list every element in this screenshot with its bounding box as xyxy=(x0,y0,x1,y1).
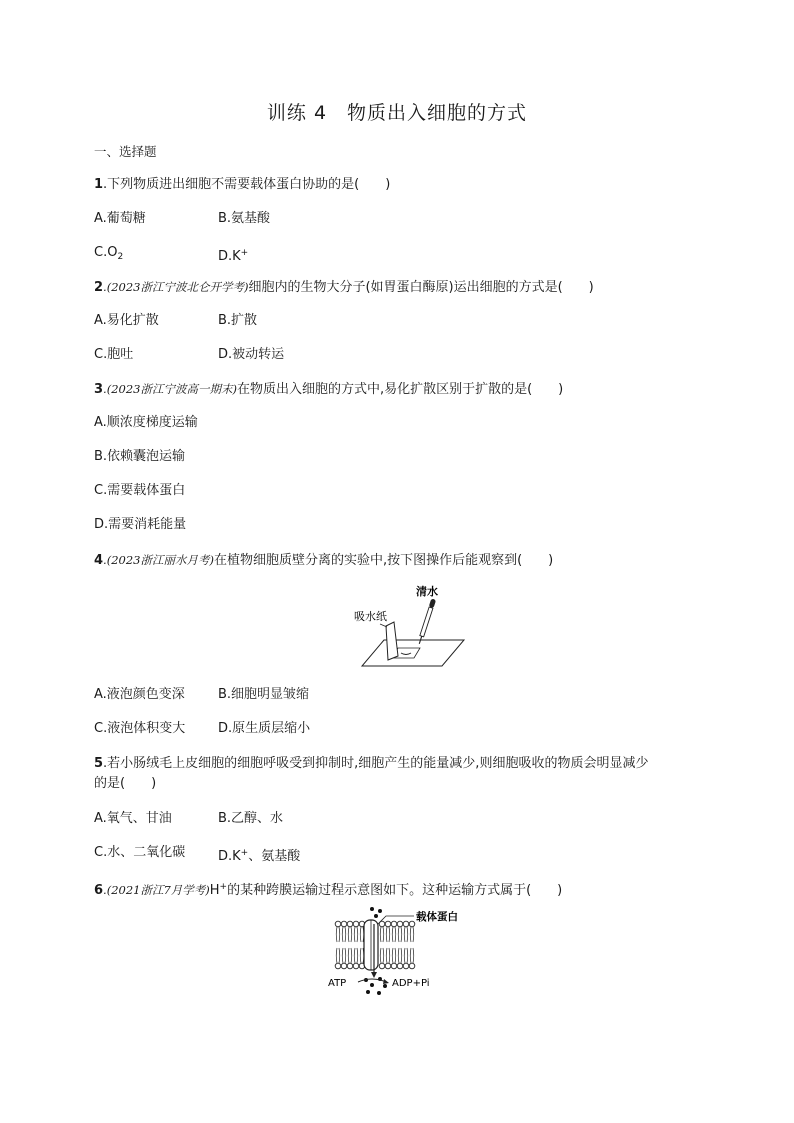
adp-pi-label: ADP+Pi xyxy=(392,978,430,989)
absorbent-paper xyxy=(386,622,398,660)
question-number: 5 xyxy=(94,756,104,771)
phospholipid-tail xyxy=(342,927,343,942)
phospholipid-tail xyxy=(404,948,405,963)
phospholipid-tail xyxy=(401,948,402,963)
question-source: .(2023浙江丽水月考) xyxy=(103,553,214,567)
option-d: D.K+ xyxy=(218,248,249,264)
option-d: D.需要消耗能量 xyxy=(94,517,187,532)
question-2-options-row-2 xyxy=(94,346,285,364)
phospholipid-tail xyxy=(386,927,387,942)
question-number: 6 xyxy=(94,883,104,898)
option-c: C.胞吐 xyxy=(94,347,134,362)
phospholipid-tail xyxy=(354,927,355,942)
phospholipid-tail xyxy=(357,927,358,942)
phospholipid-tail xyxy=(389,927,390,942)
option-c: $C.O_2$ xyxy=(94,245,124,262)
phospholipid-head xyxy=(385,921,391,927)
question-5 xyxy=(94,755,648,773)
phospholipid-head xyxy=(403,921,409,927)
option-c: C.液泡体积变大 xyxy=(94,721,186,736)
plasmolysis-slide-figure xyxy=(340,580,470,672)
question-text: .若小肠绒毛上皮细胞的细胞呼吸受到抑制时,细胞产生的能量减少,则细胞吸收的物质会明显减少 xyxy=(103,756,649,771)
phospholipid-tail xyxy=(345,927,346,942)
phospholipid-head xyxy=(385,963,391,969)
question-6: 6.(2021浙江7月学考)H+的某种跨膜运输过程示意图如下。这种运输方式属于( ) xyxy=(94,882,563,898)
question-number: 2 xyxy=(94,280,104,295)
phospholipid-tail xyxy=(351,948,352,963)
phospholipid-tail xyxy=(357,948,358,963)
question-2-options-row-1 xyxy=(94,312,258,330)
phospholipid-head xyxy=(347,963,353,969)
phospholipid-tail xyxy=(342,948,343,963)
question-5-options-row-2 xyxy=(94,844,301,864)
option-a: A.易化扩散 xyxy=(94,313,159,328)
phospholipid-head xyxy=(409,921,415,927)
phospholipid-head xyxy=(353,921,359,927)
question-number: 1 xyxy=(94,177,104,192)
phospholipid-tail xyxy=(386,948,387,963)
question-number: 3 xyxy=(94,382,104,397)
question-5-continued: 的是( ) xyxy=(94,776,157,791)
option-d: D.原生质层缩小 xyxy=(218,721,311,736)
question-4-options-row-1 xyxy=(94,686,310,704)
option-a: A.顺浓度梯度运输 xyxy=(94,415,198,430)
option-a: A.葡萄糖 xyxy=(94,211,146,226)
phospholipid-head xyxy=(341,963,347,969)
phospholipid-tail xyxy=(380,927,381,942)
phospholipid-head xyxy=(409,963,415,969)
phospholipid-head xyxy=(341,921,347,927)
section-heading: 一、选择题 xyxy=(94,144,157,159)
hydrogen-ions-outside xyxy=(370,907,382,918)
phospholipid-tail xyxy=(410,927,411,942)
figure-label-water: 清水 xyxy=(416,585,438,598)
phospholipid-tail xyxy=(383,927,384,942)
phospholipid-head xyxy=(335,963,341,969)
phospholipid-head xyxy=(391,921,397,927)
phospholipid-tail xyxy=(392,927,393,942)
phospholipid-tail xyxy=(401,927,402,942)
phospholipid-tail xyxy=(395,948,396,963)
phospholipid-tail xyxy=(404,927,405,942)
atp-label: ATP xyxy=(328,978,347,989)
question-1 xyxy=(94,176,390,194)
option-b: B.细胞明显皱缩 xyxy=(218,687,310,702)
question-number: 4 xyxy=(94,553,104,568)
question-text: 的某种跨膜运输过程示意图如下。这种运输方式属于( ) xyxy=(227,883,563,898)
option-b: B.氨基酸 xyxy=(218,211,271,226)
option-d: D.被动转运 xyxy=(218,347,285,362)
option-b: B.扩散 xyxy=(218,313,258,328)
phospholipid-tail xyxy=(413,927,414,942)
phospholipid-tail xyxy=(395,927,396,942)
phospholipid-tail xyxy=(336,927,337,942)
membrane-transport-figure xyxy=(322,906,462,998)
question-text: .下列物质进出细胞不需要载体蛋白协助的是( ) xyxy=(103,177,391,192)
phospholipid-tail xyxy=(348,948,349,963)
phospholipid-tail xyxy=(398,948,399,963)
carrier-protein-label: 载体蛋白 xyxy=(416,911,458,923)
question-text: 在植物细胞质壁分离的实验中,按下图操作后能观察到( ) xyxy=(213,553,554,568)
option-c: C.水、二氧化碳 xyxy=(94,845,186,860)
option-d: D.K+、氨基酸 xyxy=(218,848,301,864)
phospholipid-tail xyxy=(398,927,399,942)
figure-label-absorbent-paper: 吸水纸 xyxy=(354,610,387,623)
question-2 xyxy=(94,278,594,297)
question-3 xyxy=(94,380,563,399)
phospholipid-tail xyxy=(413,948,414,963)
question-source: .(2021浙江7月学考) xyxy=(103,883,210,897)
phospholipid-tail xyxy=(339,927,340,942)
phospholipid-tail xyxy=(360,927,361,942)
phospholipid-tail xyxy=(351,927,352,942)
option-a: A.液泡颜色变深 xyxy=(94,687,185,702)
question-text: 细胞内的生物大分子(如胃蛋白酶原)运出细胞的方式是( ) xyxy=(248,280,594,295)
phospholipid-head xyxy=(353,963,359,969)
phospholipid-tail xyxy=(383,948,384,963)
question-source: .(2023浙江宁波北仑开学考) xyxy=(103,280,249,294)
option-b: B.乙醇、水 xyxy=(218,811,284,826)
question-4-options-row-2 xyxy=(94,720,311,738)
phospholipid-tail xyxy=(407,948,408,963)
phospholipid-tail xyxy=(348,927,349,942)
option-b: B.依赖囊泡运输 xyxy=(94,449,186,464)
phospholipid-tail xyxy=(389,948,390,963)
question-5-options-row-1 xyxy=(94,810,284,828)
page-title: 训练 4 物质出入细胞的方式 xyxy=(266,102,528,124)
question-source: .(2023浙江宁波高一期末) xyxy=(103,382,237,396)
phospholipid-tail xyxy=(339,948,340,963)
phospholipid-head xyxy=(347,921,353,927)
question-1-options-row-2 xyxy=(94,244,249,266)
phospholipid-tail xyxy=(410,948,411,963)
phospholipid-head xyxy=(403,963,409,969)
option-a: A.氧气、甘油 xyxy=(94,811,172,826)
phospholipid-tail xyxy=(345,948,346,963)
question-1-options-row-1 xyxy=(94,210,271,228)
phospholipid-tail xyxy=(360,948,361,963)
phospholipid-head xyxy=(397,963,403,969)
phospholipid-tail xyxy=(336,948,337,963)
phospholipid-head xyxy=(335,921,341,927)
option-c: C.需要载体蛋白 xyxy=(94,483,186,498)
phospholipid-tail xyxy=(392,948,393,963)
question-text: 在物质出入细胞的方式中,易化扩散区别于扩散的是( ) xyxy=(236,382,564,397)
phospholipid-head xyxy=(379,963,385,969)
phospholipid-head xyxy=(397,921,403,927)
dropper xyxy=(417,598,436,644)
phospholipid-tail xyxy=(354,948,355,963)
question-4 xyxy=(94,551,553,570)
phospholipid-tail xyxy=(380,948,381,963)
phospholipid-head xyxy=(391,963,397,969)
phospholipid-tail xyxy=(407,927,408,942)
